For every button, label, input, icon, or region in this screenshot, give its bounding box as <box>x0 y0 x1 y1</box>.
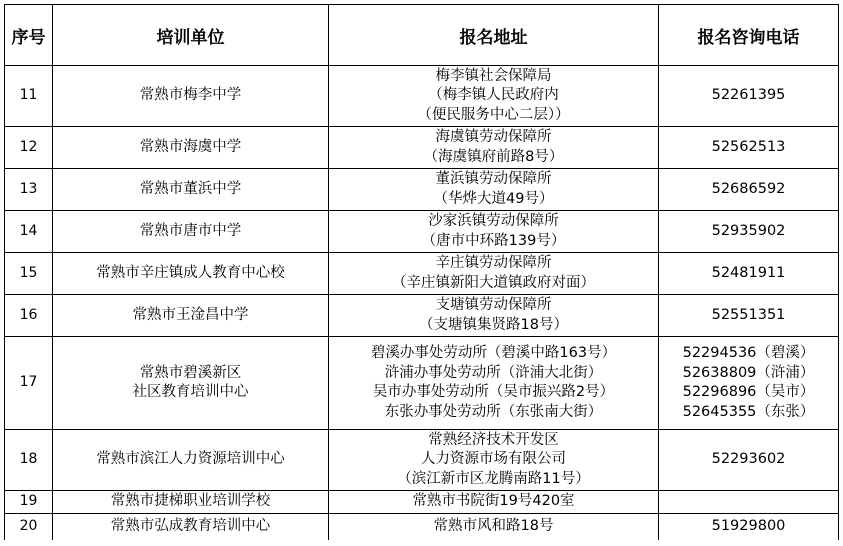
cell-phone-line: 52551351 <box>711 306 786 323</box>
cell-phone-line: 52261395 <box>711 87 786 104</box>
cell-phone <box>659 127 839 169</box>
cell-address-line: 东张办事处劳动所（东张南大街） <box>384 403 603 420</box>
header-no: 序号 <box>5 5 53 66</box>
cell-phone <box>659 253 839 295</box>
table-row <box>5 127 839 169</box>
cell-address-line: （唐市中环路139号） <box>421 232 566 249</box>
cell-address-line: 董浜镇劳动保障所 <box>435 171 552 187</box>
cell-address-line: （滨江新市区龙腾南路11号） <box>397 470 590 487</box>
cell-unit-line: 常熟市梅李中学 <box>139 87 242 104</box>
cell-address <box>329 253 659 295</box>
cell-unit-line: 常熟市唐市中学 <box>139 222 242 239</box>
cell-phone <box>659 295 839 337</box>
cell-unit <box>53 491 329 514</box>
cell-unit <box>53 169 329 211</box>
cell-address-line: 支塘镇劳动保障所 <box>435 297 552 313</box>
cell-unit <box>53 66 329 127</box>
cell-address-line: 常熟经济技术开发区 <box>428 431 559 448</box>
cell-address-line: 梅李镇社会保障局 <box>435 67 552 84</box>
cell-address <box>329 295 659 337</box>
cell-phone-line: 52294536（碧溪） <box>682 345 815 361</box>
cell-address-line: （便民服务中心二层）） <box>417 106 570 123</box>
cell-no: 19 <box>5 491 53 514</box>
header-unit: 培训单位 <box>53 5 329 66</box>
table-row <box>5 337 839 430</box>
cell-unit-line: 常熟市海虞中学 <box>139 138 242 155</box>
cell-address-line: 常熟市书院街19号420室 <box>412 493 575 510</box>
cell-address-line: （辛庄镇新阳大道镇政府对面） <box>392 274 595 291</box>
cell-address-line: （海虞镇府前路8号） <box>423 148 564 165</box>
cell-address-line: 常熟市风和路18号 <box>433 518 554 534</box>
cell-phone <box>659 66 839 127</box>
cell-unit <box>53 514 329 540</box>
cell-address <box>329 169 659 211</box>
cell-address <box>329 211 659 253</box>
table-row <box>5 211 839 253</box>
cell-unit-line: 常熟市董浜中学 <box>139 180 242 197</box>
cell-phone-line: 52562513 <box>711 138 786 155</box>
cell-phone <box>659 430 839 491</box>
cell-unit-line: 常熟市辛庄镇成人教育中心校 <box>96 264 285 281</box>
cell-no: 16 <box>5 295 53 337</box>
table-row <box>5 253 839 295</box>
cell-address-line: 碧溪办事处劳动所（碧溪中路163号） <box>370 345 617 361</box>
cell-address <box>329 491 659 514</box>
header-phone: 报名咨询电话 <box>659 5 839 66</box>
cell-phone-line: 52645355（东张） <box>682 403 815 420</box>
cell-phone-line: 52296896（吴市） <box>682 384 815 400</box>
cell-address-line: 沙家浜镇劳动保障所 <box>428 213 559 229</box>
cell-phone <box>659 514 839 540</box>
table-row <box>5 169 839 211</box>
training-table <box>4 4 839 540</box>
cell-address <box>329 430 659 491</box>
cell-no: 15 <box>5 253 53 295</box>
cell-address-line: 辛庄镇劳动保障所 <box>435 255 552 271</box>
cell-phone-line: 52638809（浒浦） <box>682 364 815 381</box>
cell-phone-line: 52481911 <box>711 264 786 281</box>
cell-phone-line: 52935902 <box>711 222 786 239</box>
header-row <box>5 5 839 66</box>
table-row <box>5 66 839 127</box>
cell-unit <box>53 127 329 169</box>
cell-unit-line: 常熟市捷梯职业培训学校 <box>110 493 271 510</box>
cell-address <box>329 127 659 169</box>
cell-phone-line: 52293602 <box>711 451 786 468</box>
cell-phone <box>659 337 839 430</box>
cell-address-line: 海虞镇劳动保障所 <box>435 129 552 145</box>
cell-address-line: （支塘镇集贤路18号） <box>419 316 568 333</box>
cell-address <box>329 66 659 127</box>
cell-phone-line: 51929800 <box>711 518 786 534</box>
table-row <box>5 430 839 491</box>
cell-no: 13 <box>5 169 53 211</box>
cell-unit <box>53 211 329 253</box>
cell-address-line: 浒浦办事处劳动所（浒浦大北街） <box>384 364 603 381</box>
cell-phone <box>659 491 839 514</box>
cell-no: 11 <box>5 66 53 127</box>
table-row <box>5 514 839 540</box>
cell-address <box>329 337 659 430</box>
cell-no: 18 <box>5 430 53 491</box>
cell-unit-line: 常熟市碧溪新区 <box>139 364 242 381</box>
header-address: 报名地址 <box>329 5 659 66</box>
cell-no: 12 <box>5 127 53 169</box>
cell-unit <box>53 295 329 337</box>
cell-unit-line: 常熟市弘成教育培训中心 <box>110 518 271 534</box>
cell-address-line: 人力资源市场有限公司 <box>421 451 566 468</box>
cell-unit-line: 常熟市滨江人力资源培训中心 <box>96 451 285 468</box>
cell-address-line: 吴市办事处劳动所（吴市振兴路2号） <box>372 384 615 400</box>
cell-phone <box>659 211 839 253</box>
table-row <box>5 295 839 337</box>
cell-unit-line: 社区教育培训中心 <box>132 384 249 400</box>
cell-unit <box>53 430 329 491</box>
cell-phone <box>659 169 839 211</box>
cell-address <box>329 514 659 540</box>
cell-unit <box>53 253 329 295</box>
table-row <box>5 491 839 514</box>
cell-phone-line: 52686592 <box>711 180 786 197</box>
cell-unit <box>53 337 329 430</box>
cell-no: 17 <box>5 337 53 430</box>
cell-no: 14 <box>5 211 53 253</box>
cell-address-line: （梅李镇人民政府内 <box>428 87 559 104</box>
cell-unit-line: 常熟市王淦昌中学 <box>132 306 249 323</box>
cell-no: 20 <box>5 514 53 540</box>
cell-address-line: （华烨大道49号） <box>433 190 554 207</box>
